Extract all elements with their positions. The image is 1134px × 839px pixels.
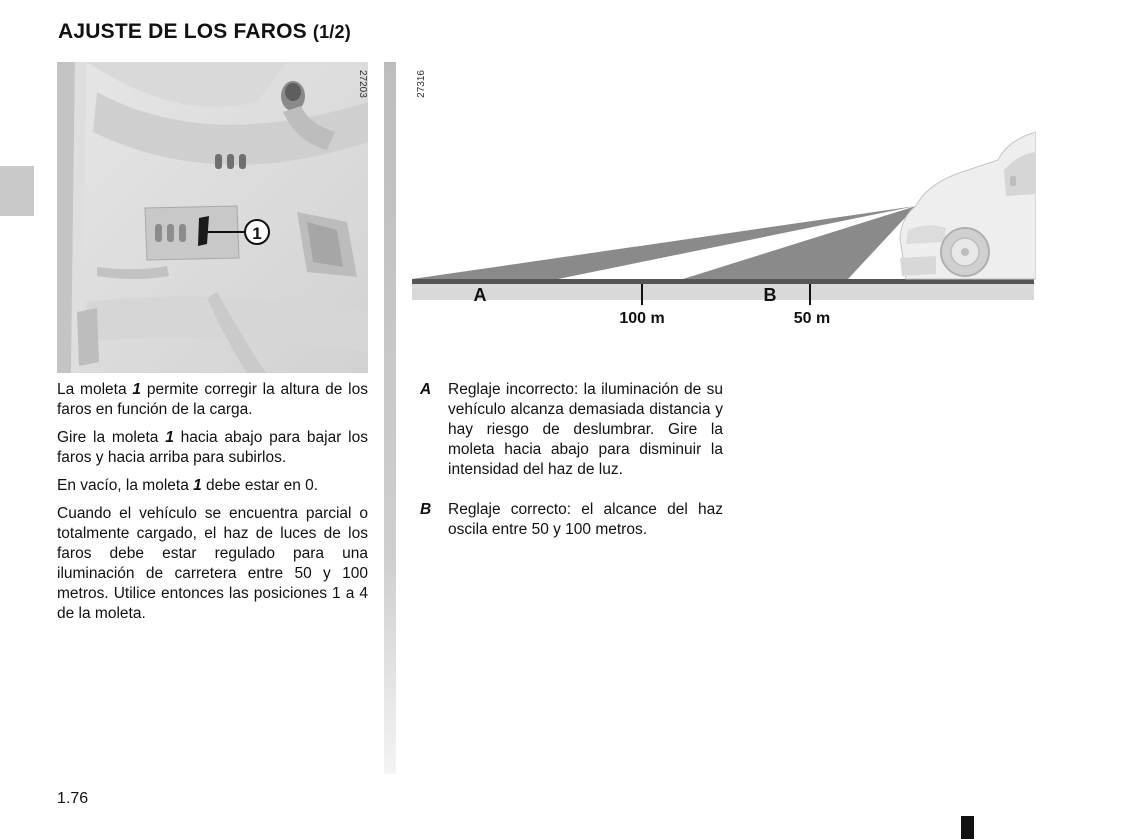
photo-callout-1: 1 (252, 224, 262, 243)
photo-reference: 27203 (357, 70, 368, 98)
left-column (57, 380, 368, 632)
paragraph-1 (57, 380, 368, 420)
paragraph-3 (57, 476, 368, 496)
right-column (420, 380, 723, 560)
p1-text-start: La moleta (57, 381, 133, 398)
label-a: A (473, 285, 487, 305)
dashboard-illustration (57, 62, 368, 373)
p2-text-end: hacia abajo para bajar los faros y hacia arriba para subirlos. (57, 429, 368, 466)
p3-emphasis: 1 (193, 477, 202, 494)
distance-50m: 50 m (793, 310, 831, 327)
diagram-reference: 27316 (416, 70, 427, 98)
dashboard-photo (57, 62, 368, 373)
beam-diagram (408, 62, 1036, 342)
item-b-text: Reglaje correcto: el alcance del haz oscila entre 50 y 100 metros. (448, 501, 723, 538)
item-a-key: A (420, 381, 432, 398)
section-tab (0, 166, 34, 216)
p3-text-start: En vacío, la moleta (57, 477, 194, 494)
road-shoulder (412, 284, 1034, 300)
item-a (420, 380, 723, 480)
distance-100m: 100 m (619, 310, 665, 327)
title-sub: (1/2) (312, 22, 351, 42)
p2-text-start: Gire la moleta (57, 429, 166, 446)
item-b-key: B (420, 501, 432, 518)
corner-mark (961, 816, 974, 839)
beam-diagram-svg (408, 62, 1036, 342)
title-main: AJUSTE DE LOS FAROS (58, 20, 307, 43)
page-number: 1.76 (57, 790, 89, 807)
van-illustration (900, 132, 1036, 279)
p1-text-end: permite corregir la altura de los faros en función de la carga. (57, 381, 368, 418)
item-a-text: Reglaje incorrecto: la iluminación de su vehículo alcanza demasiada distancia y hay riesgo de deslumbrar. Gire la moleta hacia abajo para disminuir la intensidad del haz de luz. (448, 381, 723, 478)
column-divider (384, 62, 396, 774)
label-b: B (763, 285, 777, 305)
page-title (58, 20, 351, 44)
paragraph-4: Cuando el vehículo se encuentra parcial o totalmente cargado, el haz de luces de los faros debe estar regulado para una iluminación de carretera entre 50 y 100 metros. Utilice entonces las posiciones 1 a 4 de la moleta. (57, 505, 368, 622)
p2-emphasis: 1 (165, 429, 174, 446)
item-b (420, 500, 723, 540)
road-surface (412, 279, 1034, 284)
p3-text-end: debe estar en 0. (201, 477, 319, 494)
paragraph-2 (57, 428, 368, 468)
p1-emphasis: 1 (132, 381, 142, 398)
